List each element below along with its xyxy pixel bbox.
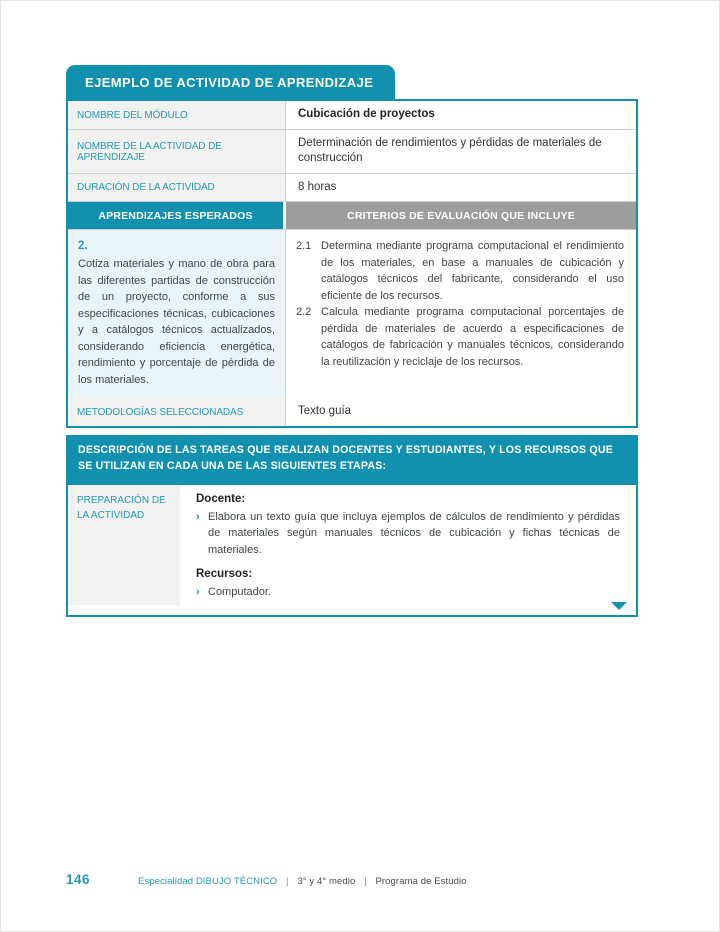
expected-learning-cell bbox=[68, 230, 286, 398]
table-row bbox=[68, 129, 636, 173]
methodology-value: Texto guía bbox=[298, 405, 352, 418]
docente-group bbox=[196, 493, 620, 559]
table-row bbox=[68, 173, 636, 202]
criterion-text: Calcula mediante programa computacional porcentajes de pérdida de materiales de acuerdo a especificaciones de catálogos de fabricación y manuales técnicos, considerando la reutilización y reciclaje de los recursos. bbox=[321, 306, 624, 368]
activity-name-label: NOMBRE DE LA ACTIVIDAD DE APRENDIZAJE bbox=[68, 130, 286, 173]
activity-info-table bbox=[66, 99, 638, 428]
bullet-icon: › bbox=[196, 586, 200, 599]
methodology-label: METODOLOGÍAS SELECCIONADAS bbox=[68, 398, 286, 426]
footer-specialty: Especialidad DIBUJO TÉCNICO bbox=[138, 876, 278, 887]
duration-label: DURACIÓN DE LA ACTIVIDAD bbox=[68, 174, 286, 202]
page-number: 146 bbox=[66, 872, 91, 887]
footer-program: Programa de Estudio bbox=[375, 876, 467, 887]
recursos-group bbox=[196, 568, 620, 601]
activity-example-tab bbox=[66, 65, 395, 99]
preparation-grid bbox=[68, 485, 636, 605]
bullet-icon: › bbox=[196, 510, 200, 523]
footer-separator: | bbox=[364, 876, 367, 887]
activity-name-value: Determinación de rendimientos y pérdidas de materiales de construcción bbox=[298, 136, 602, 165]
criterion-item bbox=[296, 304, 624, 370]
table-row bbox=[68, 101, 636, 129]
page-footer bbox=[66, 872, 638, 887]
learning-header-row bbox=[68, 201, 636, 229]
learning-content-row bbox=[68, 229, 636, 398]
module-name-label: NOMBRE DEL MÓDULO bbox=[68, 101, 286, 129]
recursos-heading: Recursos: bbox=[196, 568, 253, 581]
continuation-down-arrow-icon bbox=[611, 602, 627, 610]
footer-meta bbox=[138, 876, 467, 887]
activity-preparation-section bbox=[66, 483, 638, 617]
criterion-number: 2.1 bbox=[296, 240, 312, 253]
recursos-bullet-item bbox=[196, 584, 620, 601]
activity-sheet bbox=[66, 65, 638, 617]
expected-learning-number: 2. bbox=[78, 240, 88, 253]
duration-value: 8 horas bbox=[298, 180, 337, 193]
docente-bullet-item bbox=[196, 509, 620, 559]
module-name-value: Cubicación de proyectos bbox=[298, 108, 435, 120]
evaluation-criteria-cell bbox=[286, 230, 636, 398]
criterion-item bbox=[296, 238, 624, 304]
criterion-number: 2.2 bbox=[296, 306, 312, 319]
expected-learning-header: APRENDIZAJES ESPERADOS bbox=[68, 202, 286, 229]
expected-learning-text: Cotiza materiales y mano de obra para las diferentes partidas de construcción de un proyecto, conforme a sus especificaciones técnicas, cubicaciones y a catálogos técnicos actualizados, considerando eficiencia energética, rendimiento y porcentaje de pérdida de los materiales. bbox=[78, 258, 275, 386]
tasks-description-banner: DESCRIPCIÓN DE LAS TAREAS QUE REALIZAN DOCENTES Y ESTUDIANTES, Y LOS RECURSOS QUE SE UTILIZAN EN CADA UNA DE LAS SIGUIENTES ETAPAS: bbox=[66, 435, 638, 483]
docente-item-text: Elabora un texto guía que incluya ejemplos de cálculos de rendimiento y pérdidas de materiales según manuales técnicos de cubicación y fichas técnicas de materiales. bbox=[208, 510, 620, 556]
evaluation-criteria-header: CRITERIOS DE EVALUACIÓN QUE INCLUYE bbox=[286, 202, 636, 229]
footer-separator: | bbox=[286, 876, 289, 887]
footer-grade: 3° y 4° medio bbox=[297, 876, 356, 887]
docente-heading: Docente: bbox=[196, 492, 246, 505]
table-row bbox=[68, 398, 636, 426]
recursos-item-text: Computador. bbox=[208, 586, 271, 599]
preparation-label: PREPARACIÓN DE LA ACTIVIDAD bbox=[68, 485, 180, 605]
criterion-text: Determina mediante programa computacional el rendimiento de los materiales, en base a manuales de cubicación y catálogos técnicos del fabricante, considerando el uso eficiente de los recursos. bbox=[321, 240, 624, 302]
preparation-content bbox=[180, 485, 636, 605]
activity-example-tab-label: EJEMPLO DE ACTIVIDAD DE APRENDIZAJE bbox=[85, 75, 374, 90]
